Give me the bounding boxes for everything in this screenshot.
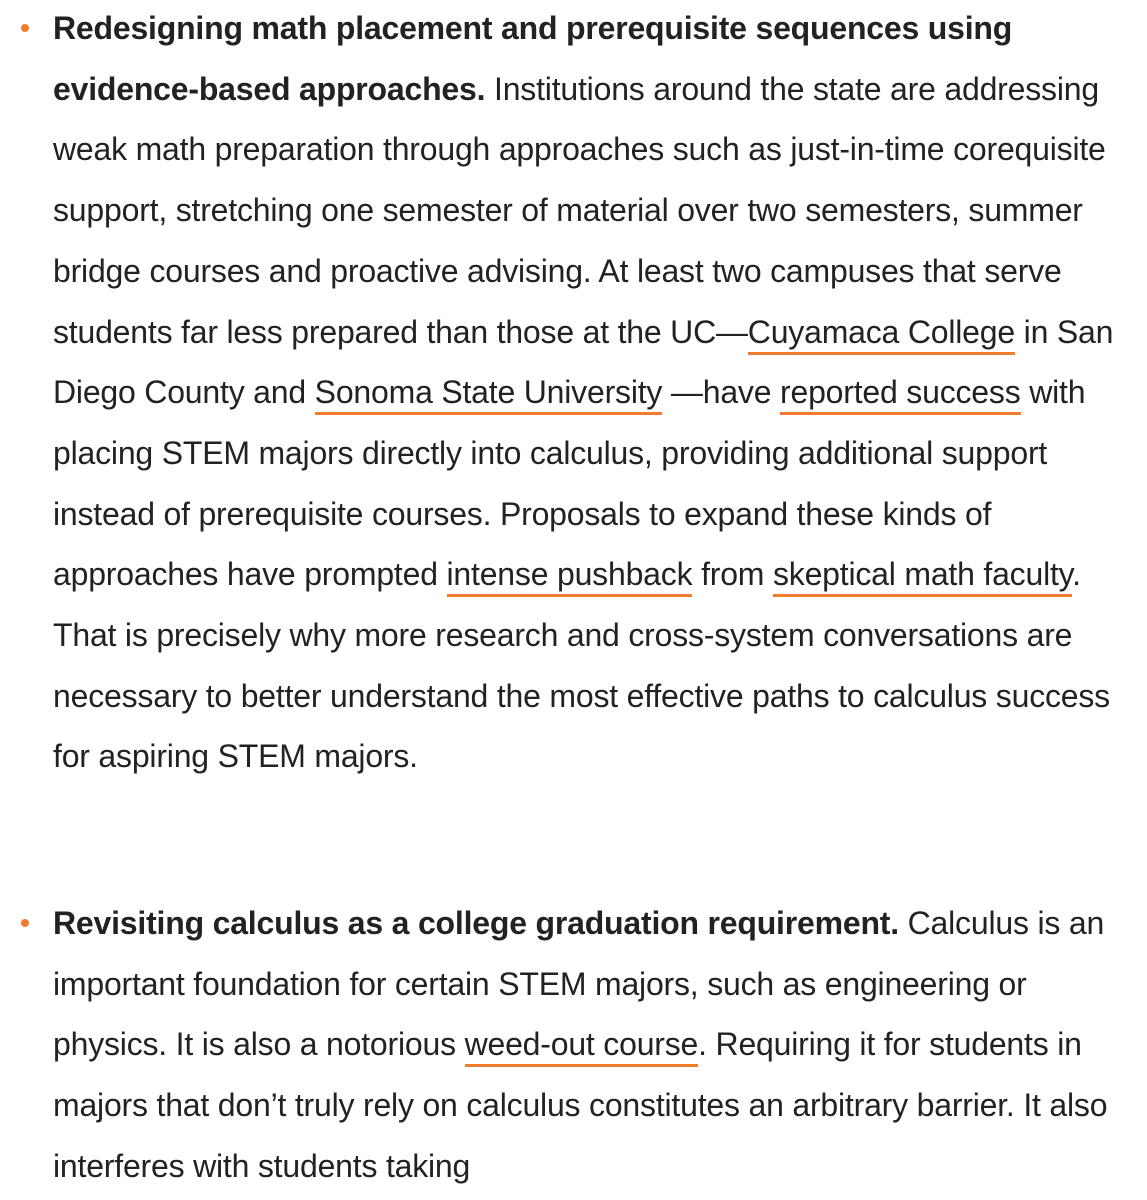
- bullet-dot-icon: [21, 24, 29, 32]
- list-item: [53, 0, 1143, 787]
- body-text: —have: [662, 374, 781, 411]
- body-text: with placing STEM majors directly into calculus, providing additional support instead of prerequisite courses. Proposals to expand these kinds of approaches have prompted: [53, 374, 1086, 593]
- bullet-lead: Redesigning math placement and prerequisite sequences using evidence-based approaches.: [53, 10, 1013, 107]
- link-reported-success[interactable]: reported success: [780, 374, 1020, 415]
- link-cuyamaca-college[interactable]: Cuyamaca College: [748, 314, 1015, 355]
- body-text: in San Diego County and: [53, 313, 1114, 411]
- list-item: [53, 893, 1143, 1197]
- body-text: Calculus is an important foundation for certain STEM majors, such as engineering or physics. It is also a notorious: [53, 905, 1105, 1063]
- link-sonoma-state-university[interactable]: Sonoma State University: [315, 374, 663, 415]
- link-intense-pushback[interactable]: intense pushback: [447, 556, 693, 597]
- body-text: . Requiring it for students in majors that don’t truly rely on calculus constitutes an arbitrary barrier. It also interferes with students taking: [53, 1026, 1108, 1184]
- body-text: from: [692, 556, 773, 593]
- body-text: Institutions around the state are addressing weak math preparation through approaches such as just-in-time corequisite support, stretching one semester of material over two semesters, summer bridge courses and proactive advising. At least two campuses that serve students far less prepared than those at the UC—: [53, 70, 1106, 350]
- link-skeptical-math-faculty[interactable]: skeptical math faculty: [773, 556, 1072, 597]
- link-weed-out-course[interactable]: weed-out course: [465, 1026, 699, 1067]
- bullet-dot-icon: [21, 919, 29, 927]
- bullet-lead: Revisiting calculus as a college graduation requirement.: [53, 905, 899, 941]
- body-text: . That is precisely why more research and cross-system conversations are necessary to better understand the most effective paths to calculus success for aspiring STEM majors.: [53, 556, 1110, 775]
